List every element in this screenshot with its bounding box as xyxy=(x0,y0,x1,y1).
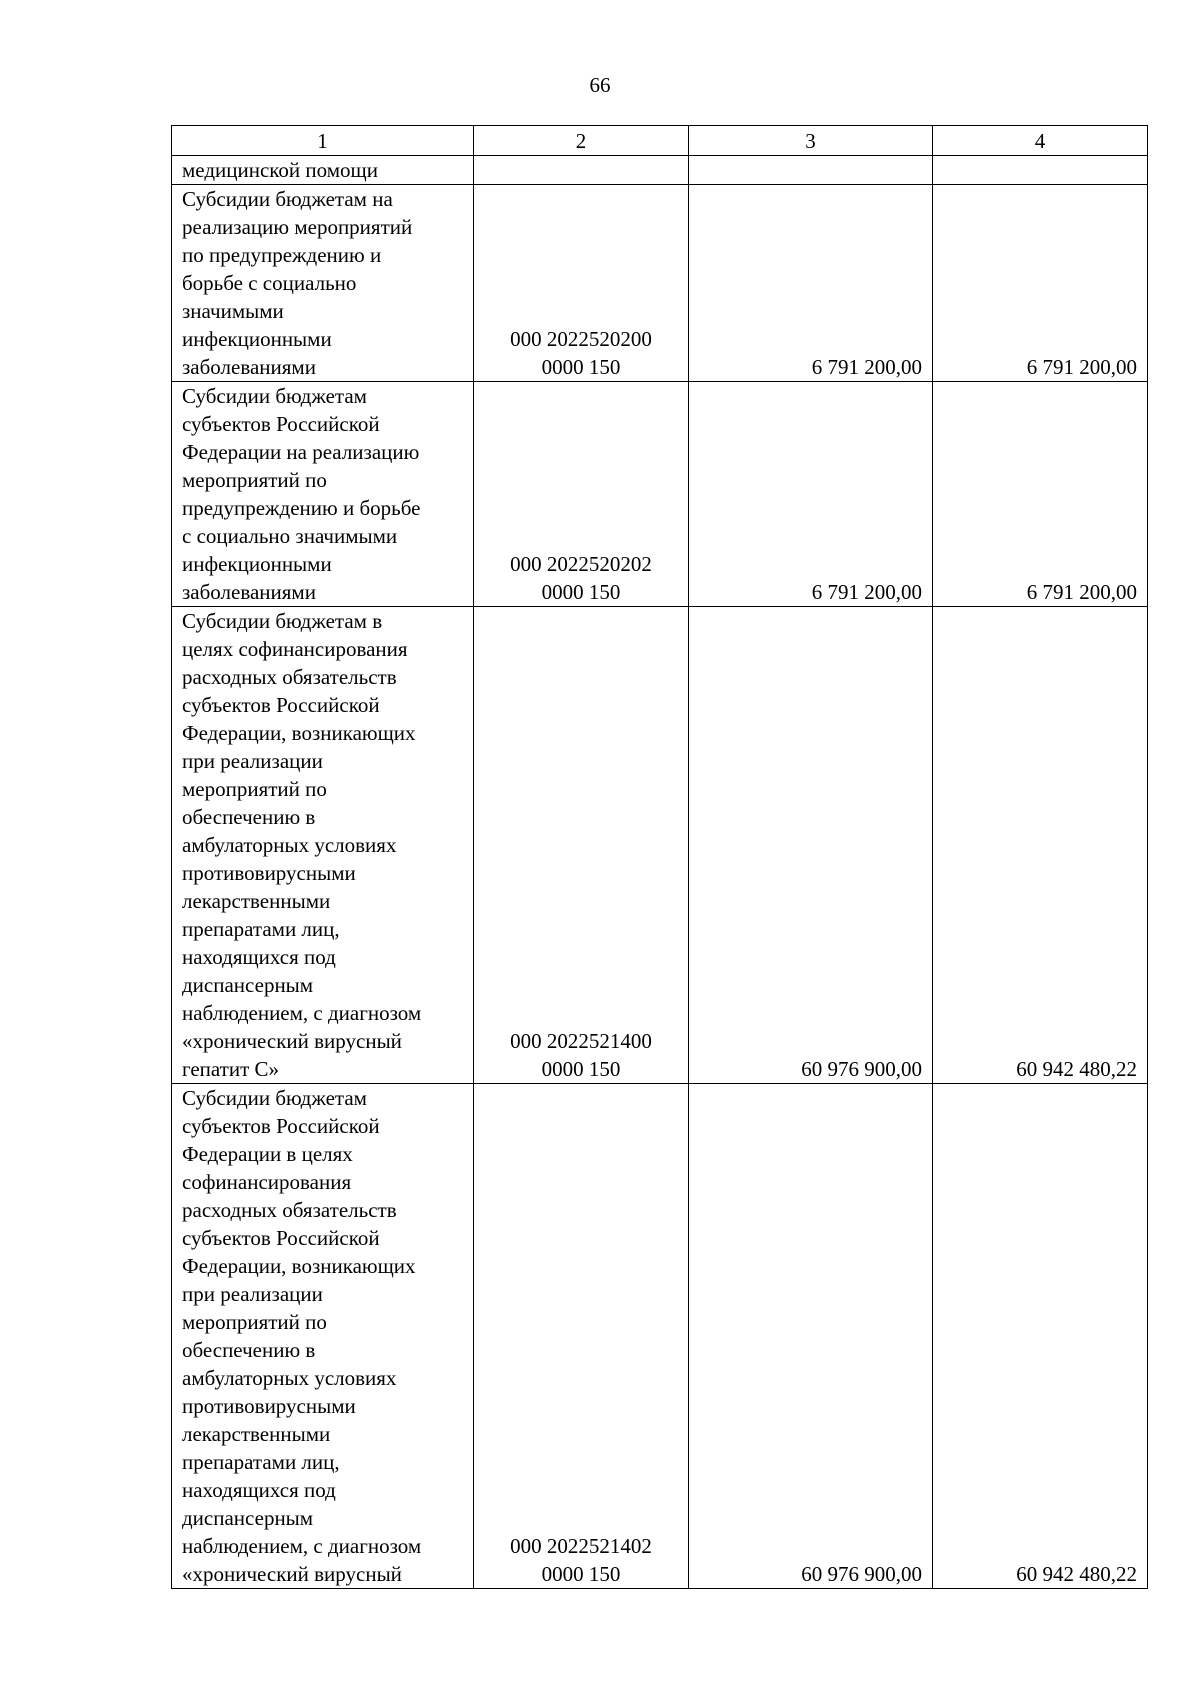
row-code-cell: 000 2022520200 0000 150 xyxy=(474,185,689,382)
row-value-col3: 60 976 900,00 xyxy=(689,607,933,1084)
column-header-1: 1 xyxy=(172,126,474,156)
row-name-cell: Субсидии бюджетам в целях софинансирования расходных обязательств субъектов Российской Федерации, возникающих при реализации мероприятий по обеспечению в амбулаторных условиях противовирусными лекарственными препаратами лиц, находящихся под диспансерным наблюдением, с диагнозом «хронический вирусный гепатит С» xyxy=(172,607,474,1084)
row-value-col3: 6 791 200,00 xyxy=(689,185,933,382)
table-row xyxy=(172,185,1148,382)
row-value-col4: 6 791 200,00 xyxy=(933,382,1148,607)
column-header-4: 4 xyxy=(933,126,1148,156)
table-row xyxy=(172,156,1148,185)
row-value-col4: 60 942 480,22 xyxy=(933,1084,1148,1589)
row-value-col3: 60 976 900,00 xyxy=(689,1084,933,1589)
header-row xyxy=(172,126,1148,156)
row-value-col3 xyxy=(689,156,933,185)
row-code-cell: 000 2022520202 0000 150 xyxy=(474,382,689,607)
row-value-col4: 6 791 200,00 xyxy=(933,185,1148,382)
row-code-cell: 000 2022521400 0000 150 xyxy=(474,607,689,1084)
row-name-cell: медицинской помощи xyxy=(172,156,474,185)
budget-table xyxy=(171,125,1148,1589)
table-row xyxy=(172,1084,1148,1589)
table-row xyxy=(172,607,1148,1084)
column-header-2: 2 xyxy=(474,126,689,156)
column-header-3: 3 xyxy=(689,126,933,156)
row-value-col4 xyxy=(933,156,1148,185)
row-code-cell: 000 2022521402 0000 150 xyxy=(474,1084,689,1589)
row-name-cell: Субсидии бюджетам субъектов Российской Федерации на реализацию мероприятий по предупреждению и борьбе с социально значимыми инфекционными заболеваниями xyxy=(172,382,474,607)
table-row xyxy=(172,382,1148,607)
row-name-cell: Субсидии бюджетам на реализацию мероприятий по предупреждению и борьбе с социально значимыми инфекционными заболеваниями xyxy=(172,185,474,382)
page-number: 66 xyxy=(589,73,611,97)
row-name-cell: Субсидии бюджетам субъектов Российской Федерации в целях софинансирования расходных обязательств субъектов Российской Федерации, возникающих при реализации мероприятий по обеспечению в амбулаторных условиях противовирусными лекарственными препаратами лиц, находящихся под диспансерным наблюдением, с диагнозом «хронический вирусный xyxy=(172,1084,474,1589)
row-value-col4: 60 942 480,22 xyxy=(933,607,1148,1084)
row-code-cell xyxy=(474,156,689,185)
row-value-col3: 6 791 200,00 xyxy=(689,382,933,607)
